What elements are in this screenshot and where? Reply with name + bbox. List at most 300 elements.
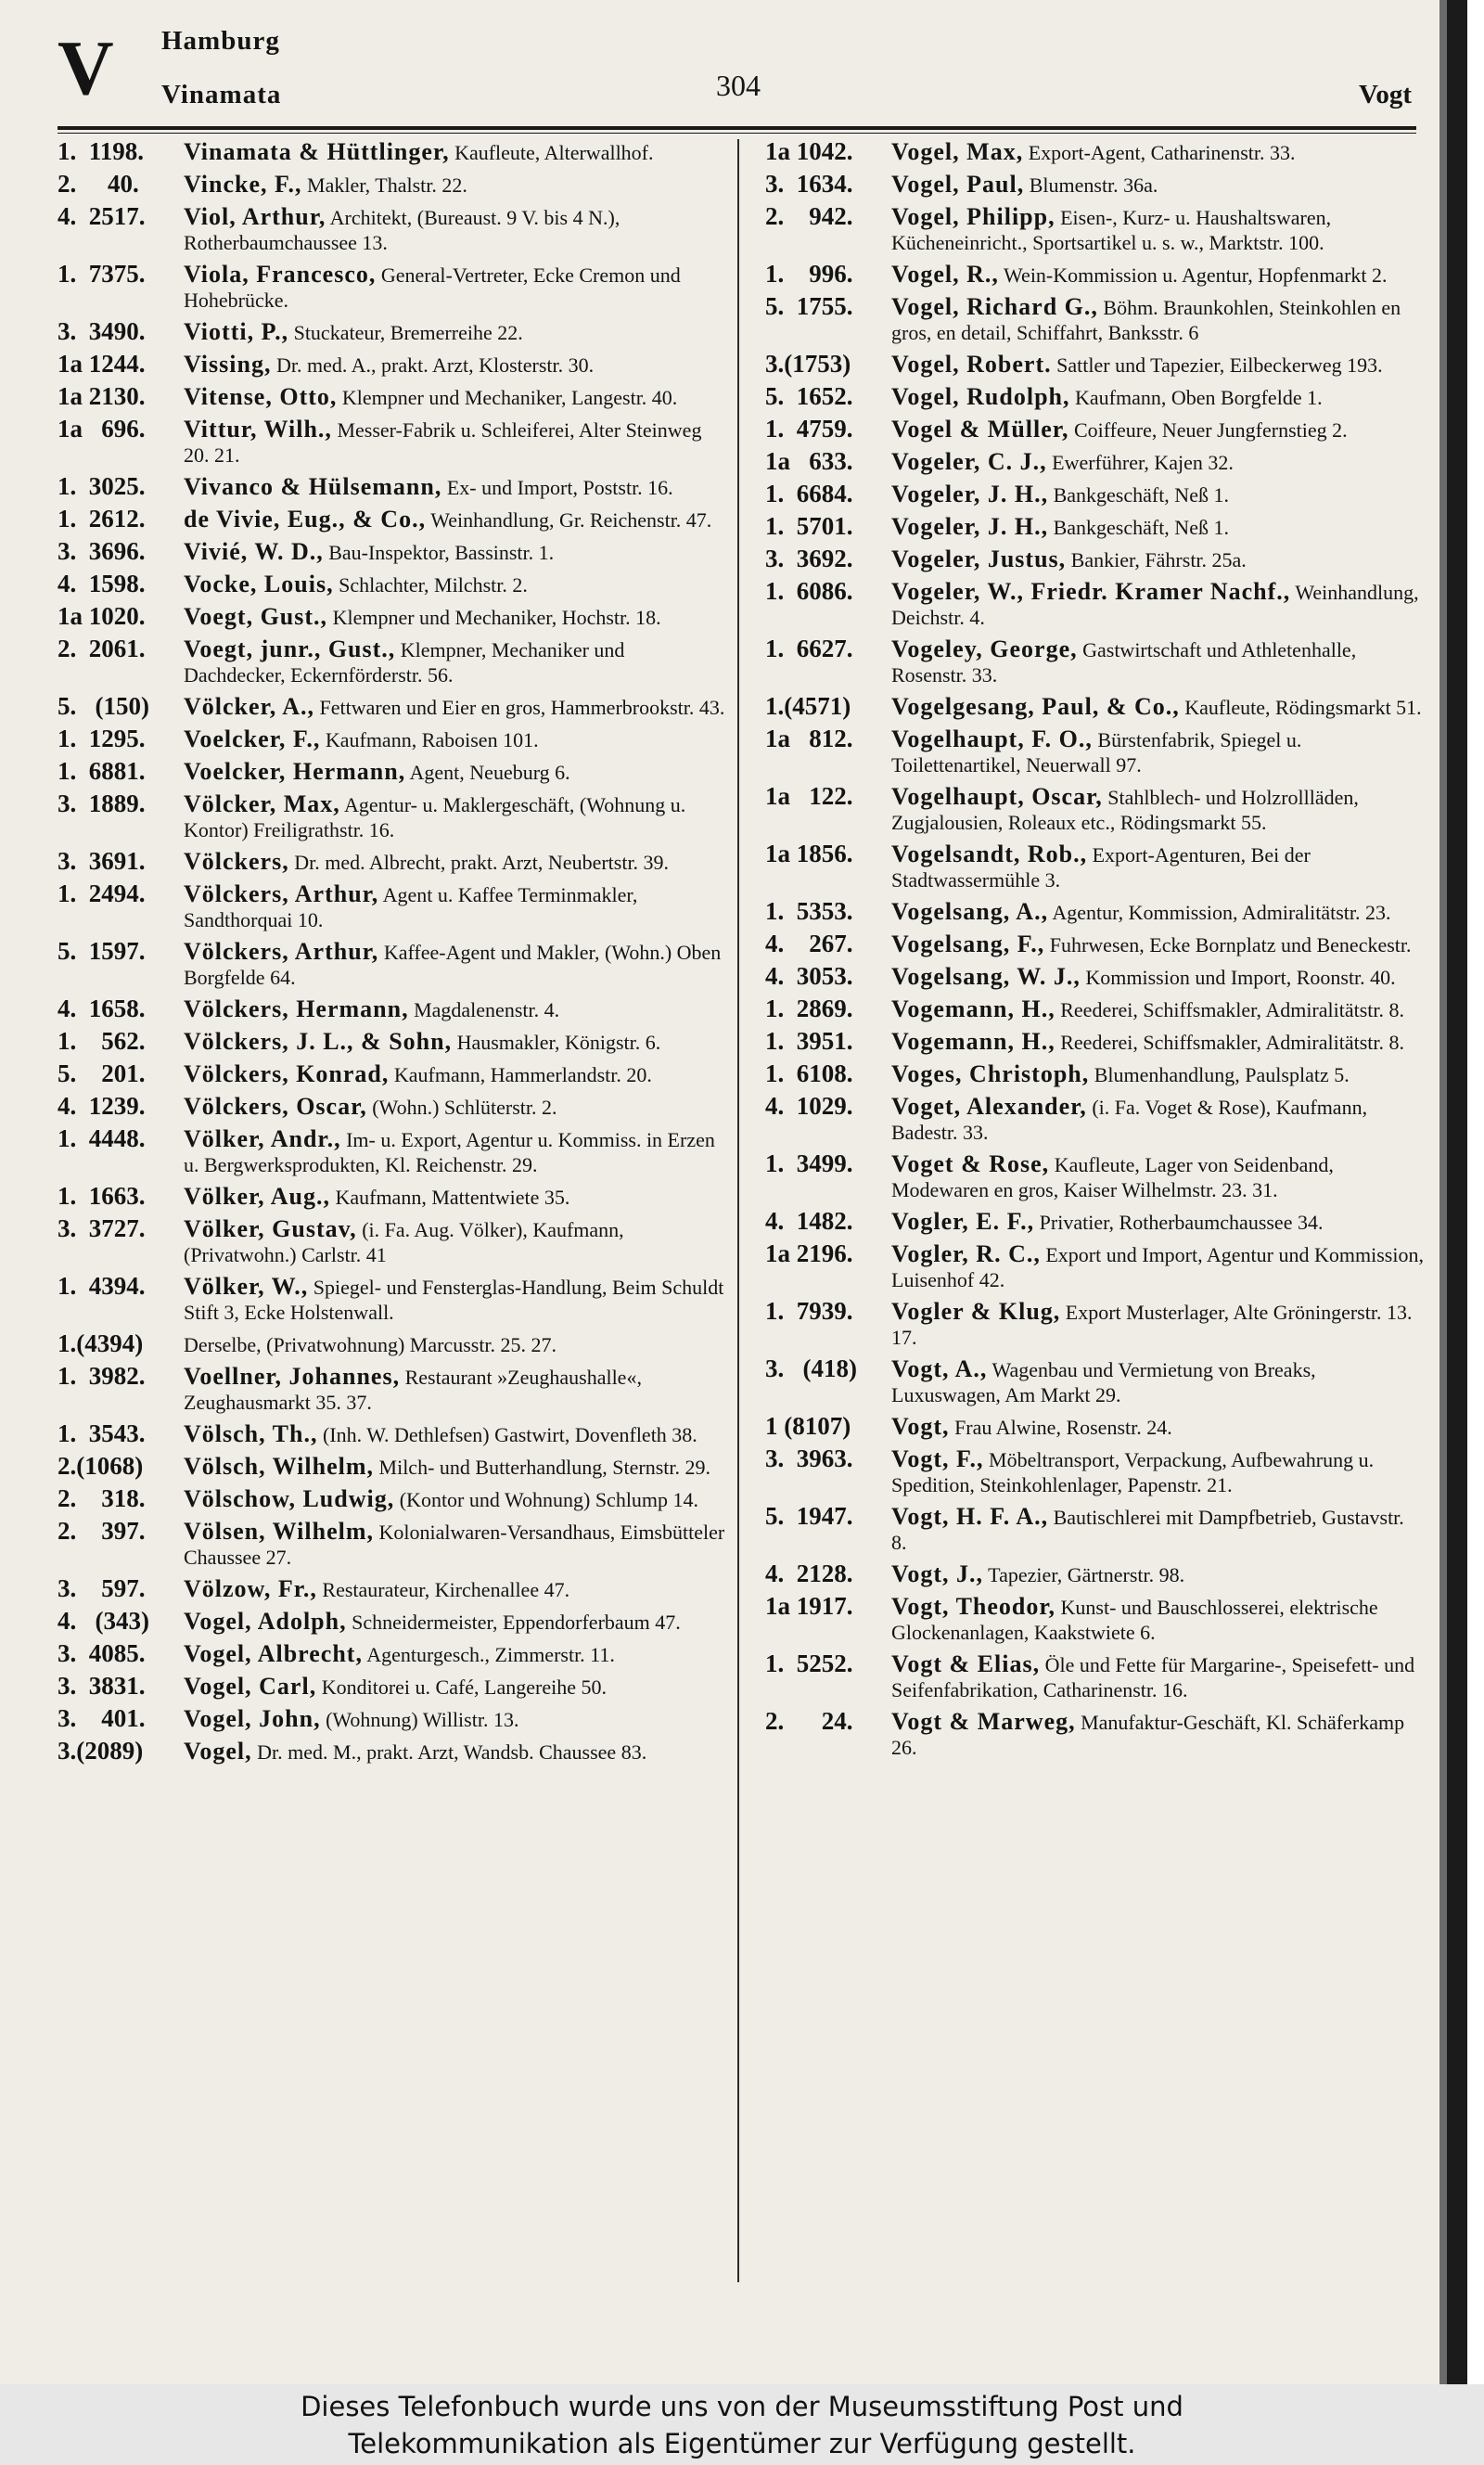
subscriber-name: Vogelsandt, Rob., — [891, 841, 1088, 867]
subscriber-details: Weinhandlung, Gr. Reichenstr. 47. — [430, 508, 712, 532]
phone-number: 1a 633. — [765, 447, 853, 475]
phone-number: 1a 696. — [58, 415, 146, 443]
directory-entry — [58, 172, 725, 198]
phone-number: 1. 6086. — [765, 577, 853, 605]
subscriber-details: Architekt, (Bureaust. 9 V. bis 4 N.), Rotherbaumchaussee 13. — [184, 206, 620, 254]
directory-entry — [765, 931, 1424, 957]
directory-entry — [765, 514, 1424, 540]
directory-entry — [765, 1209, 1424, 1235]
directory-entry — [58, 417, 725, 468]
directory-entry — [58, 694, 725, 720]
directory-entry — [58, 791, 725, 842]
phone-number: 3. 4085. — [58, 1639, 146, 1667]
subscriber-details: Klempner, Mechaniker und Dachdecker, Eckernförderstr. 56. — [184, 638, 625, 687]
phone-number: 3. 3963. — [765, 1444, 853, 1472]
directory-entry — [58, 1674, 725, 1700]
subscriber-details: Wagenbau und Vermietung von Breaks, Luxuswagen, Am Markt 29. — [891, 1358, 1316, 1406]
subscriber-details: Export-Agent, Catharinenstr. 33. — [1028, 141, 1296, 164]
subscriber-details: Frau Alwine, Rosenstr. 24. — [954, 1416, 1172, 1439]
subscriber-details: Blumenstr. 36a. — [1029, 173, 1158, 197]
directory-entry — [765, 1709, 1424, 1760]
subscriber-details: Dr. med. A., prakt. Arzt, Klosterstr. 30. — [275, 353, 595, 377]
subscriber-details: Böhm. Braunkohlen, Steinkohlen en gros, en detail, Schiffahrt, Banksstr. 6 — [891, 296, 1401, 344]
subscriber-details: Fuhrwesen, Ecke Bornplatz und Beneckestr. — [1049, 933, 1412, 956]
subscriber-details: Gastwirtschaft und Athletenhalle, Rosenstr. 33. — [891, 638, 1357, 687]
subscriber-name: Vogelhaupt, Oscar, — [891, 783, 1103, 810]
subscriber-name: Voegt, Gust., — [184, 603, 328, 630]
subscriber-details: Hausmakler, Königstr. 6. — [456, 1031, 661, 1054]
directory-entry — [58, 1094, 725, 1120]
directory-entry — [58, 636, 725, 687]
directory-entry — [58, 139, 725, 165]
directory-entry — [58, 474, 725, 500]
header-rule-thin — [58, 133, 1416, 134]
phone-number: 1. 3951. — [765, 1027, 853, 1055]
subscriber-details: Konditorei u. Café, Langereihe 50. — [321, 1675, 607, 1699]
phone-number: 3. 3692. — [765, 545, 853, 572]
subscriber-details: (i. Fa. Voget & Rose), Kaufmann, Badestr. 33. — [891, 1096, 1368, 1144]
subscriber-details: Export und Import, Agentur und Kommission, Luisenhof 42. — [891, 1243, 1424, 1291]
directory-entry — [765, 579, 1424, 630]
footer-notice — [0, 2384, 1484, 2465]
phone-number: 1a 1244. — [58, 350, 146, 378]
directory-entry — [58, 759, 725, 785]
subscriber-name: Vogel, Robert. — [891, 351, 1052, 378]
directory-entry — [58, 881, 725, 932]
subscriber-details: Wein-Kommission u. Agentur, Hopfenmarkt 2. — [1004, 263, 1388, 287]
subscriber-details: (Inh. W. Dethlefsen) Gastwirt, Dovenfleth 38. — [322, 1423, 697, 1446]
subscriber-details: Bürstenfabrik, Spiegel u. Toilettenartikel, Neuerwall 97. — [891, 728, 1302, 777]
subscriber-name: Völcker, A., — [184, 693, 315, 720]
page-edge-gray — [1439, 0, 1447, 2384]
phone-number: 4. (343) — [58, 1607, 149, 1635]
phone-number: 5. 1652. — [765, 382, 853, 410]
subscriber-details: Kaufleute, Alterwallhof. — [454, 141, 654, 164]
subscriber-details: Kommission und Import, Roonstr. 40. — [1085, 966, 1396, 989]
phone-number: 1. 5701. — [765, 512, 853, 540]
phone-number: 3. 1634. — [765, 170, 853, 198]
subscriber-name: Voegt, junr., Gust., — [184, 636, 396, 662]
directory-entry — [765, 546, 1424, 572]
subscriber-name: Völker, Andr., — [184, 1125, 341, 1152]
subscriber-name: Vogemann, H., — [891, 995, 1055, 1022]
subscriber-name: Vogeley, George, — [891, 636, 1078, 662]
directory-entry — [58, 1641, 725, 1667]
directory-entry — [58, 1454, 725, 1480]
phone-number: 4. 2128. — [765, 1560, 853, 1587]
phone-number: 4. 1239. — [58, 1092, 146, 1120]
subscriber-name: Voget & Rose, — [891, 1150, 1050, 1177]
phone-number: 5. (150) — [58, 692, 149, 720]
directory-entry — [58, 1126, 725, 1177]
subscriber-name: Viol, Arthur, — [184, 203, 326, 230]
directory-entry — [58, 1739, 725, 1765]
directory-entry — [58, 262, 725, 313]
subscriber-name: Völsch, Wilhelm, — [184, 1453, 375, 1480]
subscriber-details: Tapezier, Gärtnerstr. 98. — [988, 1563, 1185, 1586]
first-entry-keyword: Vinamata — [161, 80, 282, 109]
phone-number: 1a 122. — [765, 782, 853, 810]
subscriber-details: Agent, Neueburg 6. — [409, 761, 570, 784]
subscriber-details: Möbeltransport, Verpackung, Aufbewahrung u. Spedition, Steinkohlenlager, Papenstr. 21. — [891, 1448, 1375, 1496]
phone-number: 1. 3499. — [765, 1149, 853, 1177]
subscriber-name: Vogemann, H., — [891, 1028, 1055, 1055]
subscriber-details: Privatier, Rotherbaumchaussee 34. — [1039, 1211, 1324, 1234]
directory-entry — [58, 1706, 725, 1732]
subscriber-name: Viola, Francesco, — [184, 261, 377, 288]
directory-entry — [58, 604, 725, 630]
directory-entry — [765, 1241, 1424, 1292]
subscriber-name: Völker, Aug., — [184, 1183, 330, 1210]
phone-number: 5. 1947. — [765, 1502, 853, 1530]
directory-entry — [58, 1519, 725, 1570]
subscriber-name: Voellner, Johannes, — [184, 1363, 401, 1390]
phone-number: 1 (8107) — [765, 1412, 851, 1440]
phone-number: 5. 1755. — [765, 292, 853, 320]
directory-entry — [765, 172, 1424, 198]
subscriber-name: Vinamata & Hüttlinger, — [184, 138, 450, 165]
subscriber-name: Vogt, H. F. A., — [891, 1503, 1049, 1530]
subscriber-details: (Wohn.) Schlüterstr. 2. — [372, 1096, 557, 1119]
directory-entry — [58, 319, 725, 345]
phone-number: 1a 1856. — [765, 840, 853, 867]
phone-number: 1. 7939. — [765, 1297, 853, 1325]
phone-number: 1. 2612. — [58, 505, 146, 533]
directory-entry — [765, 1594, 1424, 1645]
left-column — [58, 139, 725, 1771]
subscriber-name: Vogler & Klug, — [891, 1298, 1061, 1325]
directory-entry — [58, 571, 725, 597]
phone-number: 3. 3696. — [58, 537, 146, 565]
subscriber-name: Vogt, Theodor, — [891, 1593, 1056, 1620]
phone-number: 1.(4394) — [58, 1329, 144, 1357]
subscriber-details: Kunst- und Bauschlosserei, elektrische Glockenanlagen, Kaakstwiete 6. — [891, 1596, 1378, 1644]
phone-number: 4. 3053. — [765, 962, 853, 990]
directory-entry — [765, 694, 1424, 720]
subscriber-name: Vogt, F., — [891, 1445, 984, 1472]
directory-entry — [58, 384, 725, 410]
directory-entry — [58, 1061, 725, 1087]
directory-entry — [765, 1029, 1424, 1055]
subscriber-name: Völckers, Arthur, — [184, 938, 379, 965]
directory-entry — [58, 1331, 725, 1357]
subscriber-details: Bau-Inspektor, Bassinstr. 1. — [328, 541, 555, 564]
phone-number: 4. 1598. — [58, 570, 146, 597]
subscriber-details: Agentur- u. Maklergeschäft, (Wohnung u. Kontor) Freiligrathstr. 16. — [184, 793, 686, 841]
phone-number: 1. 3025. — [58, 472, 146, 500]
phone-number: 5. 201. — [58, 1059, 146, 1087]
directory-entry — [765, 1414, 1424, 1440]
subscriber-details: Reederei, Schiffsmakler, Admiralitätstr. 8. — [1060, 998, 1405, 1021]
directory-entry — [58, 1486, 725, 1512]
phone-number: 1. 6627. — [765, 635, 853, 662]
directory-entry — [765, 1151, 1424, 1202]
subscriber-details: Restaurant »Zeughaushalle«, Zeughausmarkt 35. 37. — [184, 1366, 642, 1414]
subscriber-name: Völzow, Fr., — [184, 1575, 317, 1602]
subscriber-name: Vogel, Adolph, — [184, 1608, 347, 1635]
directory-entry — [765, 841, 1424, 892]
subscriber-name: Völckers, Arthur, — [184, 880, 379, 907]
subscriber-name: Vogt, — [891, 1413, 950, 1440]
directory-entry — [765, 726, 1424, 777]
subscriber-details: Coiffeure, Neuer Jungfernstieg 2. — [1073, 418, 1348, 442]
subscriber-details: Kaufmann, Raboisen 101. — [325, 728, 539, 751]
directory-entry — [765, 294, 1424, 345]
subscriber-name: Völcker, Max, — [184, 790, 340, 817]
phone-number: 1. 4394. — [58, 1272, 146, 1300]
subscriber-details: Agentur, Kommission, Admiralitätstr. 23. — [1052, 901, 1391, 924]
subscriber-name: Vogel, Richard G., — [891, 293, 1098, 320]
subscriber-name: Voges, Christoph, — [891, 1060, 1090, 1087]
phone-number: 1. 4448. — [58, 1124, 146, 1152]
right-column — [765, 139, 1424, 1766]
subscriber-name: Vogt, A., — [891, 1355, 988, 1382]
phone-number: 1. 2494. — [58, 879, 146, 907]
subscriber-name: Vincke, F., — [184, 171, 302, 198]
footer-line-1: Dieses Telefonbuch wurde uns von der Museumsstiftung Post und — [301, 2391, 1183, 2422]
city-name: Hamburg — [161, 26, 280, 56]
subscriber-name: Vogel, Albrecht, — [184, 1640, 363, 1667]
subscriber-name: Vitense, Otto, — [184, 383, 338, 410]
page-edge-shadow — [1447, 0, 1467, 2384]
subscriber-name: Vissing, — [184, 351, 272, 378]
directory-entry — [765, 996, 1424, 1022]
phone-number: 2. 24. — [765, 1707, 853, 1735]
phone-number: 1. 3543. — [58, 1419, 146, 1447]
subscriber-details: Bankgeschäft, Neß 1. — [1053, 483, 1229, 507]
phone-number: 3. 3727. — [58, 1214, 146, 1242]
subscriber-details: (Wohnung) Willistr. 13. — [326, 1708, 519, 1731]
phone-number: 4. 1029. — [765, 1092, 853, 1120]
subscriber-name: Vogt, J., — [891, 1560, 984, 1587]
subscriber-details: Eisen-, Kurz- u. Haushaltswaren, Kücheneinricht., Sportsartikel u. s. w., Marktstr. 100. — [891, 206, 1332, 254]
subscriber-name: de Vivie, Eug., & Co., — [184, 506, 427, 533]
directory-entry — [765, 899, 1424, 925]
subscriber-details: Derselbe, (Privatwohnung) Marcusstr. 25. 27. — [184, 1333, 557, 1356]
phone-number: 1.(4571) — [765, 692, 851, 720]
directory-entry — [765, 1061, 1424, 1087]
subscriber-details: Bautischlerei mit Dampfbetrieb, Gustavstr. 8. — [891, 1506, 1404, 1554]
phone-number: 3. 597. — [58, 1574, 146, 1602]
subscriber-name: Vogel, R., — [891, 261, 999, 288]
subscriber-name: Völker, Gustav, — [184, 1215, 357, 1242]
directory-entry — [765, 139, 1424, 165]
phone-number: 1. 2869. — [765, 995, 853, 1022]
subscriber-name: Vogeler, J. H., — [891, 481, 1049, 507]
subscriber-details: (i. Fa. Aug. Völker), Kaufmann, (Privatwohn.) Carlstr. 41 — [184, 1218, 624, 1266]
subscriber-details: Kaffee-Agent und Makler, (Wohn.) Oben Borgfelde 64. — [184, 941, 722, 989]
subscriber-details: Kaufmann, Oben Borgfelde 1. — [1075, 386, 1323, 409]
subscriber-details: Kaufleute, Rödingsmarkt 51. — [1184, 696, 1422, 719]
subscriber-name: Vivié, W. D., — [184, 538, 324, 565]
subscriber-details: Agent u. Kaffee Terminmakler, Sandthorquai 10. — [184, 883, 638, 931]
directory-entry — [58, 1216, 725, 1267]
directory-entry — [58, 1274, 725, 1325]
subscriber-details: Öle und Fette für Margarine-, Speisefett- und Seifenfabrikation, Catharinenstr. 16. — [891, 1653, 1415, 1701]
subscriber-details: Schlachter, Milchstr. 2. — [339, 573, 528, 597]
directory-entry — [765, 1561, 1424, 1587]
directory-entry — [765, 384, 1424, 410]
directory-entry — [765, 1651, 1424, 1702]
directory-entry — [765, 417, 1424, 443]
subscriber-name: Vogeler, J. H., — [891, 513, 1049, 540]
phone-number: 3. (418) — [765, 1354, 857, 1382]
phone-number: 3. 3691. — [58, 847, 146, 875]
phone-number: 1a 812. — [765, 725, 853, 752]
directory-entry — [765, 1356, 1424, 1407]
phone-number: 2. 318. — [58, 1484, 146, 1512]
subscriber-details: Milch- und Butterhandlung, Sternstr. 29. — [378, 1456, 710, 1479]
phone-number: 2. 397. — [58, 1517, 146, 1545]
subscriber-details: Sattler und Tapezier, Eilbeckerweg 193. — [1056, 353, 1383, 377]
phone-number: 3. 1889. — [58, 790, 146, 817]
directory-entry — [58, 849, 725, 875]
subscriber-name: Völschow, Ludwig, — [184, 1485, 395, 1512]
phone-number: 4. 1482. — [765, 1207, 853, 1235]
directory-entry — [58, 507, 725, 533]
phone-number: 2. 40. — [58, 170, 139, 198]
subscriber-name: Vogel, Max, — [891, 138, 1024, 165]
phone-number: 2. 942. — [765, 202, 853, 230]
directory-entry — [765, 481, 1424, 507]
subscriber-name: Vogler, E. F., — [891, 1208, 1035, 1235]
directory-entry — [765, 1446, 1424, 1497]
subscriber-details: (Kontor und Wohnung) Schlump 14. — [399, 1488, 699, 1511]
subscriber-name: Völckers, — [184, 848, 289, 875]
subscriber-details: Export Musterlager, Alte Gröningerstr. 13. 17. — [891, 1301, 1413, 1349]
phone-number: 1a 1020. — [58, 602, 146, 630]
subscriber-details: Kolonialwaren-Versandhaus, Eimsbütteler Chaussee 27. — [184, 1521, 725, 1569]
directory-entry — [765, 1094, 1424, 1145]
phone-number: 1. 996. — [765, 260, 853, 288]
subscriber-details: Kaufmann, Hammerlandstr. 20. — [393, 1063, 652, 1086]
subscriber-name: Vogelhaupt, F. O., — [891, 725, 1093, 752]
subscriber-details: General-Vertreter, Ecke Cremon und Hohebrücke. — [184, 263, 681, 312]
subscriber-details: Reederei, Schiffsmakler, Admiralitätstr. 8. — [1060, 1031, 1405, 1054]
subscriber-details: Dr. med. M., prakt. Arzt, Wandsb. Chaussee 83. — [257, 1740, 647, 1764]
phone-number: 1a 2196. — [765, 1239, 853, 1267]
subscriber-details: Bankier, Fährstr. 25a. — [1070, 548, 1247, 571]
subscriber-details: Ewerführer, Kajen 32. — [1052, 451, 1234, 474]
phone-number: 1. 3982. — [58, 1362, 146, 1390]
subscriber-name: Vogel, Paul, — [891, 171, 1025, 198]
subscriber-details: Ex- und Import, Poststr. 16. — [446, 476, 673, 499]
subscriber-details: Blumenhandlung, Paulsplatz 5. — [1094, 1063, 1350, 1086]
subscriber-details: Kaufmann, Mattentwiete 35. — [335, 1186, 570, 1209]
directory-entry — [58, 1576, 725, 1602]
subscriber-name: Voelcker, F., — [184, 725, 321, 752]
subscriber-name: Völckers, Oscar, — [184, 1093, 367, 1120]
subscriber-details: Export-Agenturen, Bei der Stadtwassermühle 3. — [891, 843, 1311, 892]
subscriber-details: Magdalenenstr. 4. — [414, 998, 560, 1021]
phone-number: 1. 6108. — [765, 1059, 853, 1087]
directory-entry — [58, 1609, 725, 1635]
phone-number: 3.(1753) — [765, 350, 851, 378]
subscriber-details: Bankgeschäft, Neß 1. — [1053, 516, 1229, 539]
subscriber-name: Vogelsang, W. J., — [891, 963, 1081, 990]
subscriber-details: Kaufleute, Lager von Seidenband, Modewaren en gros, Kaiser Wilhelmstr. 23. 31. — [891, 1153, 1334, 1201]
subscriber-details: Klempner und Mechaniker, Langestr. 40. — [341, 386, 678, 409]
subscriber-name: Voget, Alexander, — [891, 1093, 1087, 1120]
subscriber-name: Vogel & Müller, — [891, 416, 1069, 443]
directory-entry — [765, 636, 1424, 687]
phone-number: 1a 1042. — [765, 137, 853, 165]
phone-number: 4. 1658. — [58, 995, 146, 1022]
directory-entry — [765, 784, 1424, 835]
phone-number: 1. 4759. — [765, 415, 853, 443]
directory-entry — [58, 1364, 725, 1415]
subscriber-details: Makler, Thalstr. 22. — [307, 173, 467, 197]
subscriber-name: Vogelgesang, Paul, & Co., — [891, 693, 1180, 720]
subscriber-details: Im- u. Export, Agentur u. Kommiss. in Erzen u. Bergwerksprodukten, Kl. Reichenstr. 29. — [184, 1128, 715, 1176]
subscriber-name: Voelcker, Hermann, — [184, 758, 406, 785]
subscriber-details: Messer-Fabrik u. Schleiferei, Alter Steinweg 20. 21. — [184, 418, 702, 467]
phone-number: 3. 401. — [58, 1704, 146, 1732]
subscriber-name: Völckers, J. L., & Sohn, — [184, 1028, 453, 1055]
subscriber-name: Vogeler, C. J., — [891, 448, 1047, 475]
page-number: 304 — [716, 69, 761, 102]
directory-entry — [58, 539, 725, 565]
directory-entry — [58, 352, 725, 378]
phone-number: 2.(1068) — [58, 1452, 144, 1480]
phone-number: 4. 267. — [765, 930, 853, 957]
subscriber-name: Vivanco & Hülsemann, — [184, 473, 442, 500]
subscriber-name: Völker, W., — [184, 1273, 309, 1300]
directory-entry — [58, 204, 725, 255]
directory-entry — [765, 1504, 1424, 1555]
phone-number: 1a 2130. — [58, 382, 146, 410]
subscriber-name: Vogelsang, F., — [891, 931, 1045, 957]
subscriber-name: Völckers, Konrad, — [184, 1060, 390, 1087]
subscriber-details: Manufaktur-Geschäft, Kl. Schäferkamp 26. — [891, 1711, 1405, 1759]
phone-number: 5. 1597. — [58, 937, 146, 965]
directory-entry — [58, 996, 725, 1022]
last-entry-keyword: Vogt — [1359, 80, 1412, 109]
directory-entry — [765, 964, 1424, 990]
directory-entry — [765, 1299, 1424, 1350]
subscriber-details: Stuckateur, Bremerreihe 22. — [293, 321, 523, 344]
phone-number: 1. 1198. — [58, 137, 145, 165]
subscriber-details: Weinhandlung, Deichstr. 4. — [891, 581, 1419, 629]
directory-entry — [765, 262, 1424, 288]
subscriber-name: Vocke, Louis, — [184, 571, 334, 597]
phone-number: 1. 1295. — [58, 725, 146, 752]
directory-entry — [58, 1421, 725, 1447]
subscriber-name: Völckers, Hermann, — [184, 995, 409, 1022]
subscriber-details: Stahlblech- und Holzrollläden, Zugjalousien, Roleaux etc., Rödingsmarkt 55. — [891, 786, 1359, 834]
directory-entry — [765, 204, 1424, 255]
directory-entry — [58, 939, 725, 990]
subscriber-name: Vogel, Philipp, — [891, 203, 1055, 230]
directory-entry — [58, 726, 725, 752]
directory-entry — [765, 449, 1424, 475]
phone-number: 1. 6684. — [765, 480, 853, 507]
header-rule — [58, 126, 1416, 130]
subscriber-name: Vogel, Carl, — [184, 1673, 317, 1700]
footer-line-2: Telekommunikation als Eigentümer zur Verfügung gestellt. — [348, 2428, 1136, 2459]
column-divider — [737, 139, 739, 2282]
phone-number: 3. 3490. — [58, 317, 146, 345]
subscriber-name: Vogler, R. C., — [891, 1240, 1041, 1267]
phone-number: 1a 1917. — [765, 1592, 853, 1620]
phone-number: 1. 5353. — [765, 897, 853, 925]
subscriber-name: Vogt & Elias, — [891, 1650, 1041, 1677]
subscriber-details: Spiegel- und Fensterglas-Handlung, Beim Schuldt Stift 3, Ecke Holstenwall. — [184, 1276, 724, 1324]
directory-entry — [58, 1029, 725, 1055]
subscriber-name: Vogt & Marweg, — [891, 1708, 1076, 1735]
subscriber-details: Fettwaren und Eier en gros, Hammerbrookstr. 43. — [319, 696, 725, 719]
subscriber-name: Vogelsang, A., — [891, 898, 1049, 925]
